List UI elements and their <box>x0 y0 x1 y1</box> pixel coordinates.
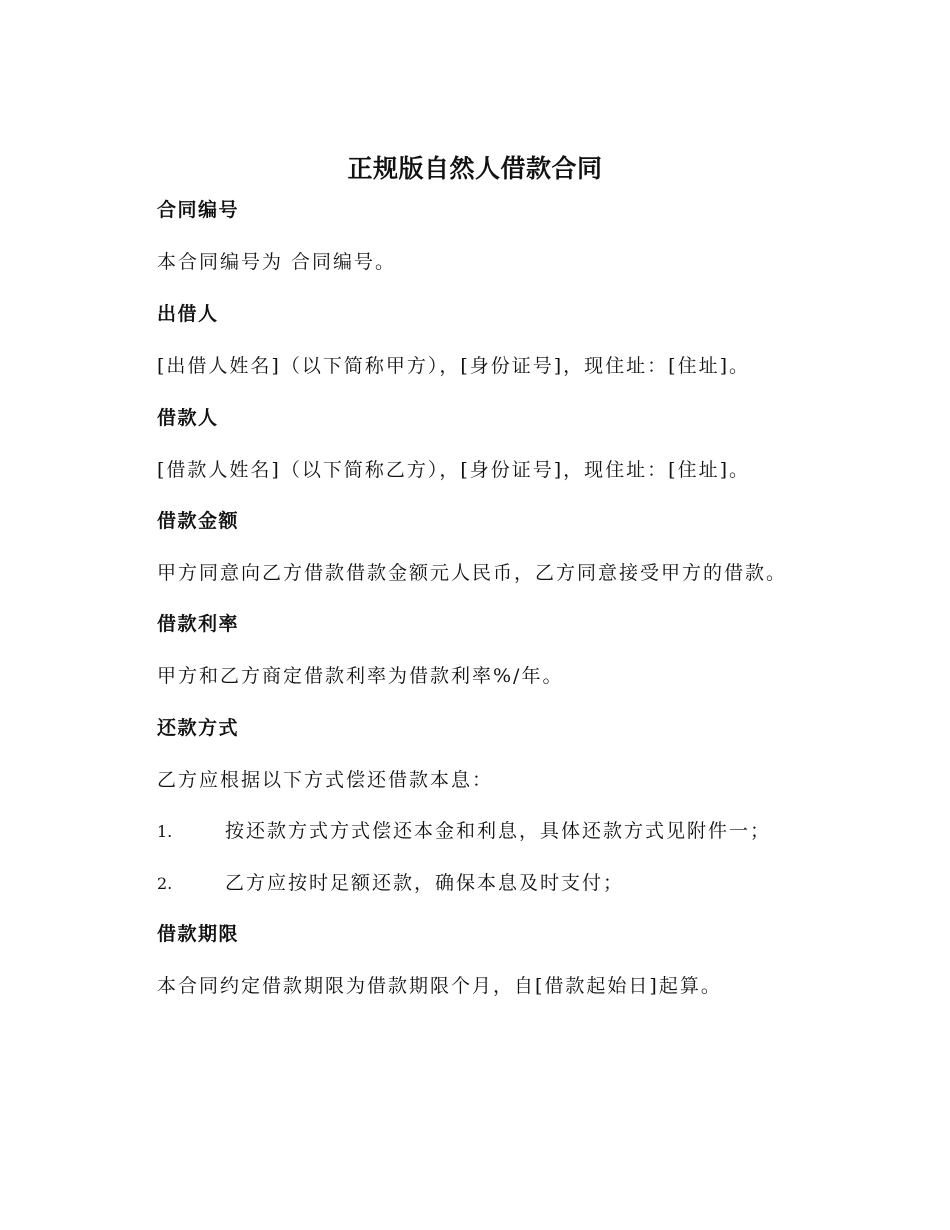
section-heading-contract-number: 合同编号 <box>157 199 240 221</box>
lender-text: [出借人姓名]（以下简称甲方），[身份证号]，现住址：[住址]。 <box>157 355 750 377</box>
section-heading-borrower: 借款人 <box>157 407 219 429</box>
section-heading-repayment-method: 还款方式 <box>157 717 240 739</box>
list-item-number: 2. <box>157 874 173 893</box>
list-item-number: 1. <box>157 822 173 841</box>
borrower-text: [借款人姓名]（以下简称乙方），[身份证号]，现住址：[住址]。 <box>157 459 750 481</box>
section-heading-loan-term: 借款期限 <box>157 923 240 945</box>
list-item <box>157 869 624 898</box>
list-item-text: 乙方应按时足额还款，确保本息及时支付； <box>225 872 625 894</box>
repayment-method-text: 乙方应根据以下方式偿还借款本息： <box>157 769 494 791</box>
loan-term-text: 本合同约定借款期限为借款期限个月，自[借款起始日]起算。 <box>157 975 722 997</box>
contract-number-text: 本合同编号为 合同编号。 <box>157 251 397 273</box>
document-title: 正规版自然人借款合同 <box>347 154 603 183</box>
interest-rate-text: 甲方和乙方商定借款利率为借款利率%/年。 <box>157 665 564 687</box>
loan-amount-text: 甲方同意向乙方借款借款金额元人民币，乙方同意接受甲方的借款。 <box>157 562 788 584</box>
list-item <box>157 817 771 846</box>
list-item-text: 按还款方式方式偿还本金和利息，具体还款方式见附件一； <box>225 820 772 842</box>
section-heading-interest-rate: 借款利率 <box>157 613 240 635</box>
section-heading-loan-amount: 借款金额 <box>157 510 240 532</box>
section-heading-lender: 出借人 <box>157 303 219 325</box>
